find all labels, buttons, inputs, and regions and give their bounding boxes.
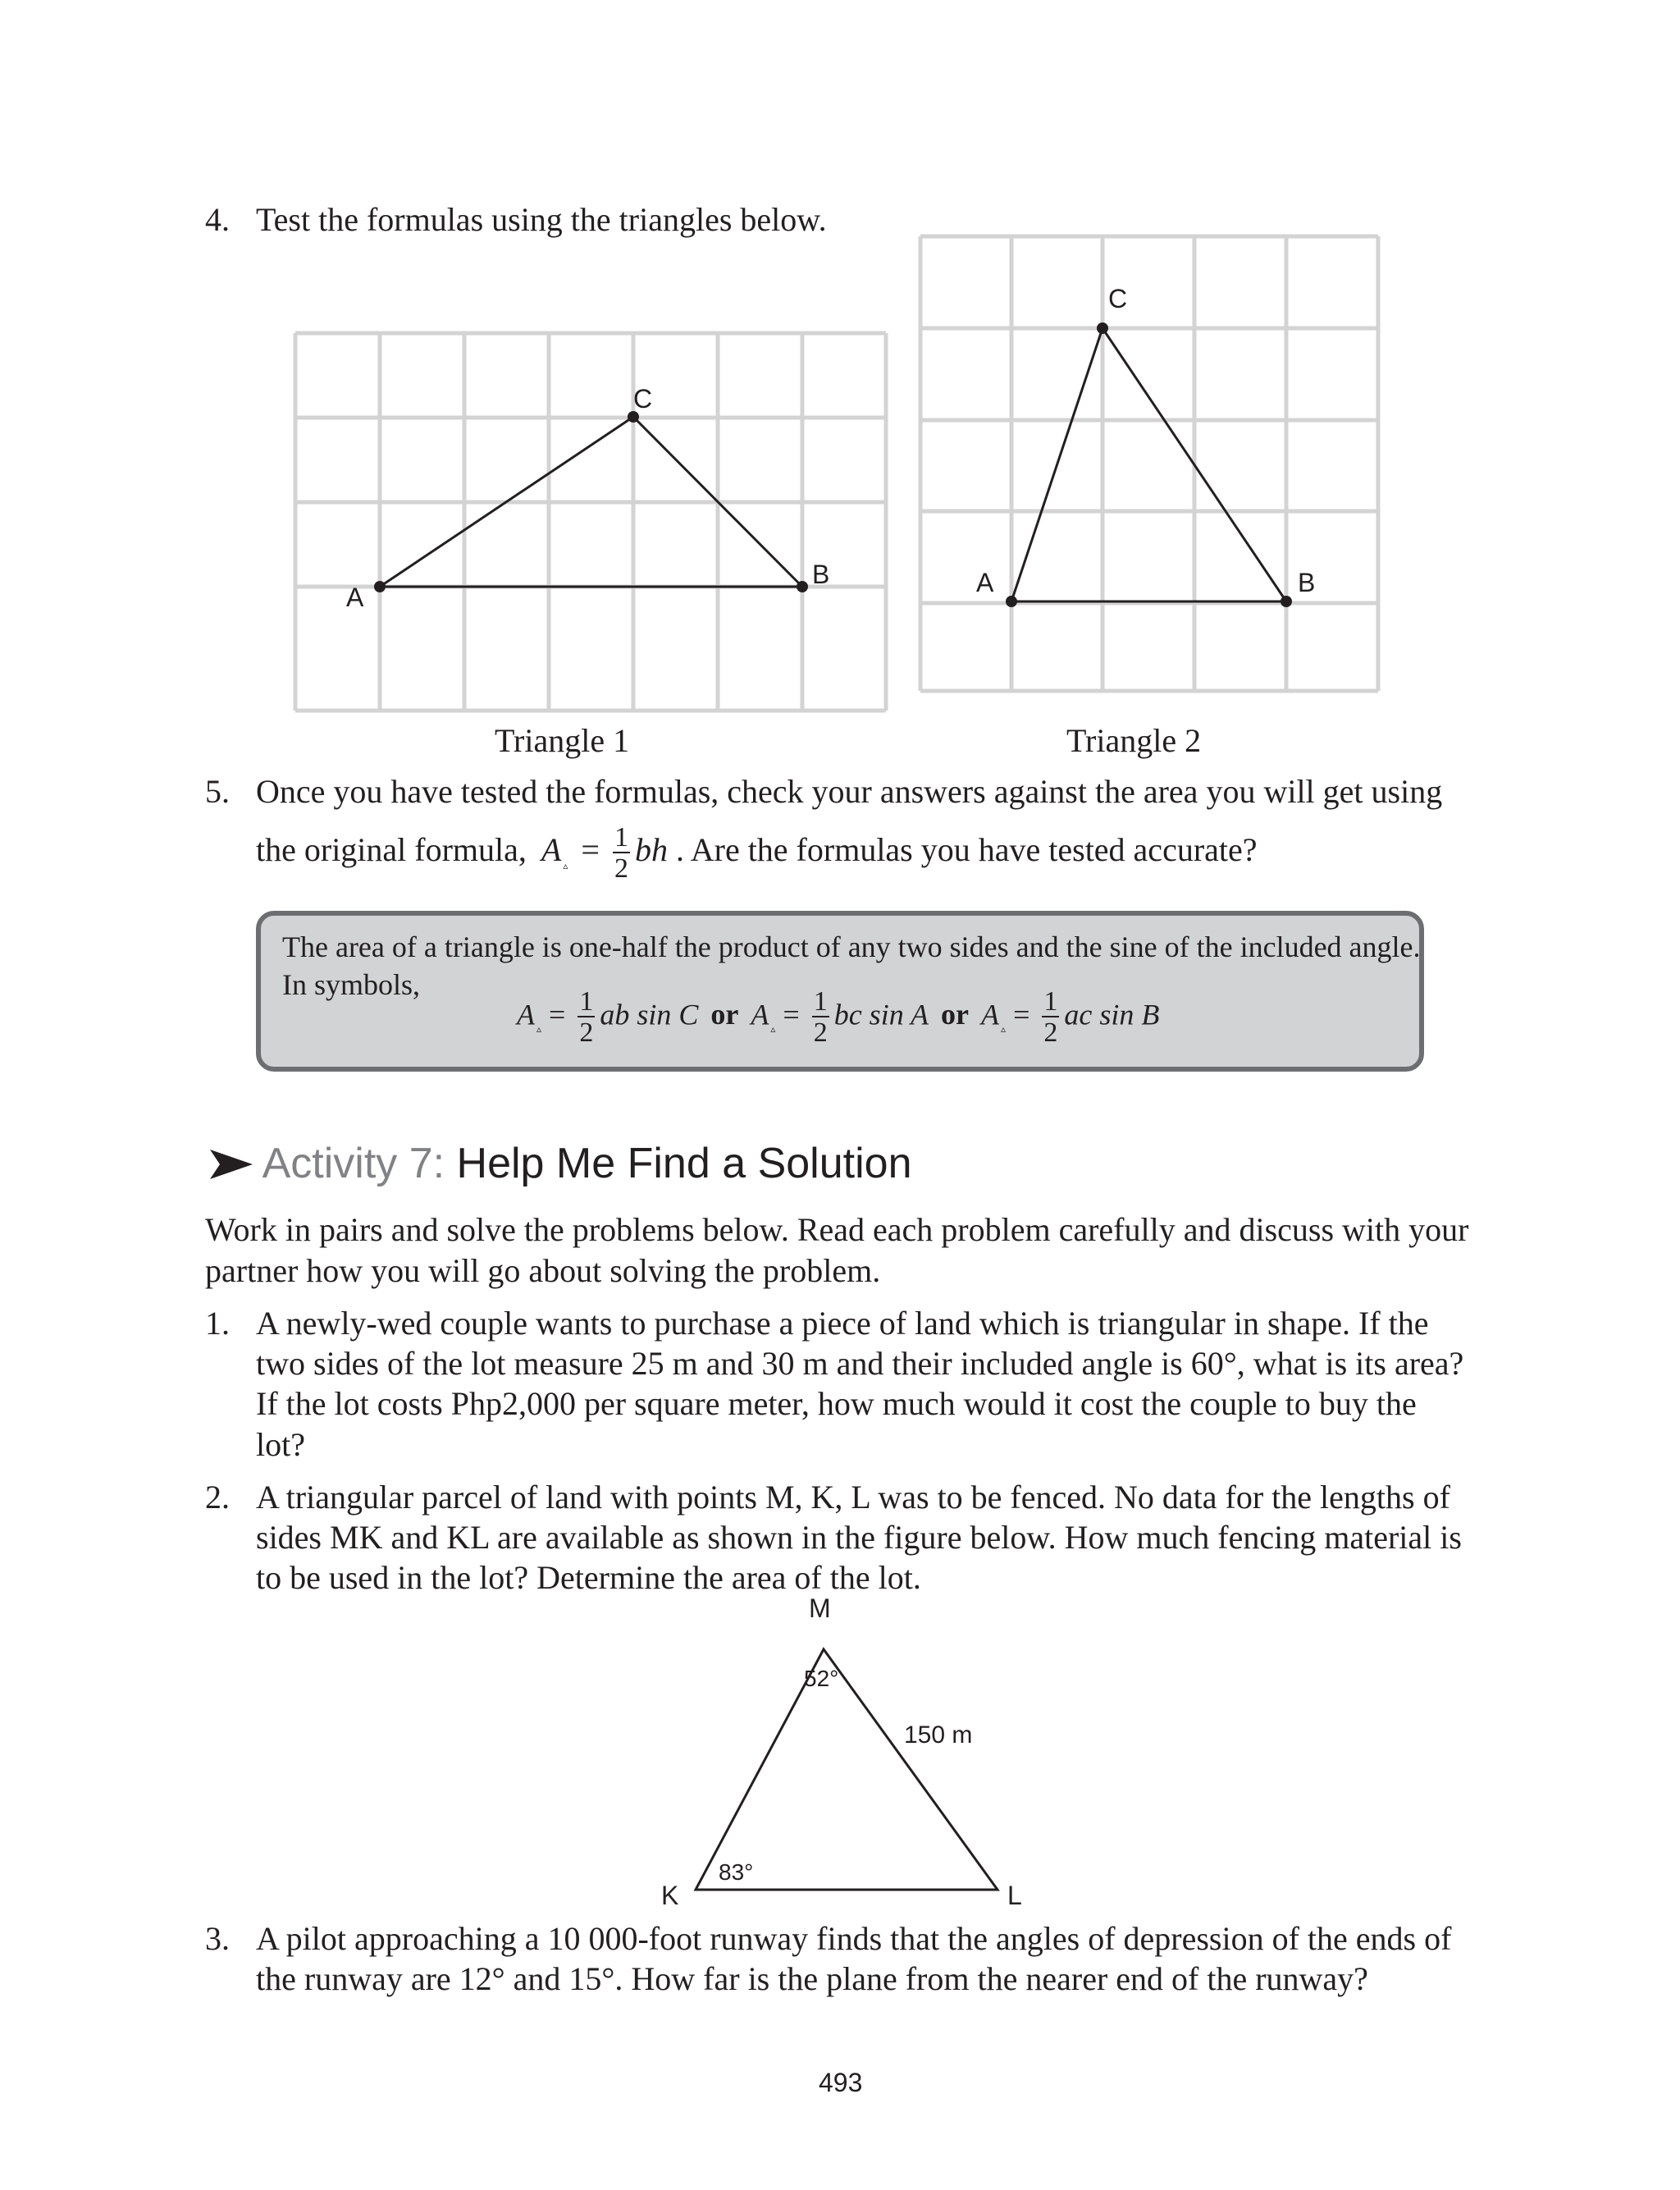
box-or-2: or bbox=[941, 998, 970, 1031]
p3-line: the runway are 12° and 15°. How far is the plane from the nearer end of the runway? bbox=[256, 1960, 1368, 1997]
t2-label-a: A bbox=[976, 568, 994, 597]
box-var-3: A bbox=[981, 998, 1000, 1031]
p1-line: lot? bbox=[256, 1426, 305, 1463]
triangle-1-caption: Triangle 1 bbox=[495, 722, 630, 759]
p3-number: 3. bbox=[205, 1920, 230, 1957]
p1-line: If the lot costs Php2,000 per square meter, how much would it cost the couple to buy the bbox=[256, 1385, 1417, 1422]
triangle-symbol-icon: ▵ bbox=[563, 860, 568, 872]
area-formula-box bbox=[256, 911, 1424, 1072]
q5-number: 5. bbox=[205, 773, 230, 810]
q5-line1: Once you have tested the formulas, check your answers against the area you will get using bbox=[256, 773, 1443, 810]
t2-point-b bbox=[1281, 596, 1292, 607]
box-formula-2: bc sin A bbox=[833, 998, 929, 1031]
box-frac-num: 1 bbox=[813, 986, 828, 1017]
triangle-1-figure bbox=[287, 327, 894, 719]
q5-fraction bbox=[613, 824, 630, 883]
box-eq-1: = bbox=[549, 998, 566, 1031]
p3-line: A pilot approaching a 10 000-foot runway finds that the angles of depression of the ends of bbox=[256, 1920, 1452, 1957]
activity-heading bbox=[210, 1139, 912, 1188]
intro-line2: partner how you will go about solving the problem. bbox=[205, 1252, 881, 1289]
activity-title: Help Me Find a Solution bbox=[456, 1140, 912, 1187]
p2-line: A triangular parcel of land with points M, K, L was to be fenced. No data for the lengths of bbox=[256, 1479, 1450, 1516]
q4-text: Test the formulas using the triangles below. bbox=[256, 201, 827, 238]
box-var-2: A bbox=[751, 998, 769, 1031]
t1-label-b: B bbox=[812, 560, 830, 589]
q5-frac-num: 1 bbox=[614, 822, 628, 853]
p2-line: sides MK and KL are available as shown in the figure below. How much fencing material is bbox=[256, 1519, 1462, 1556]
intro-line1: Work in pairs and solve the problems below. Read each problem carefully and discuss with your bbox=[205, 1211, 1469, 1248]
t1-point-b bbox=[797, 581, 808, 592]
p1-number: 1. bbox=[205, 1305, 230, 1342]
box-frac-2 bbox=[812, 988, 829, 1047]
box-line2: In symbols, bbox=[282, 968, 421, 1001]
triangle-symbol-icon: ▵ bbox=[770, 1023, 776, 1036]
p1-line: A newly-wed couple wants to purchase a piece of land which is triangular in shape. If the bbox=[256, 1305, 1429, 1342]
triangle-symbol-icon: ▵ bbox=[536, 1023, 542, 1036]
mkl-label-m: M bbox=[809, 1593, 831, 1623]
q5-line2-suffix: . Are the formulas you have tested accurate? bbox=[675, 831, 1258, 869]
t2-point-a bbox=[1006, 596, 1017, 607]
page-number: 493 bbox=[819, 2068, 863, 2097]
triangle-2-caption: Triangle 2 bbox=[1066, 722, 1202, 759]
p2-number: 2. bbox=[205, 1479, 230, 1516]
p1-line: two sides of the lot measure 25 m and 30 m and their included angle is 60°, what is its area? bbox=[256, 1345, 1464, 1382]
q5-formula-tail: bh bbox=[634, 831, 668, 869]
box-formula-3: ac sin B bbox=[1064, 998, 1160, 1031]
q5-formula-eq: = bbox=[581, 831, 600, 869]
box-frac-3 bbox=[1042, 988, 1059, 1047]
mkl-label-l: L bbox=[1007, 1881, 1022, 1910]
box-formulas bbox=[517, 988, 1159, 1047]
mkl-side-ml: 150 m bbox=[904, 1721, 973, 1749]
t1-label-a: A bbox=[346, 583, 364, 612]
q5-frac-den: 2 bbox=[614, 853, 628, 884]
triangle-2-figure bbox=[912, 230, 1385, 697]
box-eq-3: = bbox=[1013, 998, 1030, 1031]
t2-label-b: B bbox=[1298, 568, 1316, 597]
mkl-angle-m: 52° bbox=[804, 1666, 839, 1691]
t1-label-c: C bbox=[633, 384, 653, 414]
box-frac-den: 2 bbox=[813, 1017, 828, 1048]
mkl-label-k: K bbox=[661, 1881, 679, 1910]
box-frac-den: 2 bbox=[579, 1017, 594, 1048]
t1-point-a bbox=[374, 581, 386, 592]
q5-line2 bbox=[256, 824, 1258, 886]
q5-line2-prefix: the original formula, bbox=[256, 831, 527, 869]
box-frac-den: 2 bbox=[1043, 1017, 1058, 1048]
triangle-symbol-icon: ▵ bbox=[1001, 1023, 1007, 1036]
p2-line: to be used in the lot? Determine the area of the lot. bbox=[256, 1559, 921, 1596]
mkl-angle-k: 83° bbox=[719, 1859, 754, 1885]
box-frac-num: 1 bbox=[579, 986, 594, 1017]
box-formula-1: ab sin C bbox=[600, 998, 699, 1031]
activity-label: Activity 7: bbox=[262, 1140, 445, 1187]
box-eq-2: = bbox=[783, 998, 800, 1031]
box-frac-1 bbox=[578, 988, 595, 1047]
arrow-bullet-icon bbox=[210, 1148, 253, 1181]
q5-formula-var: A bbox=[541, 831, 562, 869]
box-frac-num: 1 bbox=[1043, 986, 1058, 1017]
q4-number: 4. bbox=[205, 201, 230, 238]
t2-point-c bbox=[1097, 322, 1108, 334]
t2-label-c: C bbox=[1108, 284, 1128, 313]
box-var-1: A bbox=[517, 998, 535, 1031]
box-or-1: or bbox=[710, 998, 739, 1031]
box-line1: The area of a triangle is one-half the product of any two sides and the sine of the included angle. bbox=[282, 930, 1421, 963]
